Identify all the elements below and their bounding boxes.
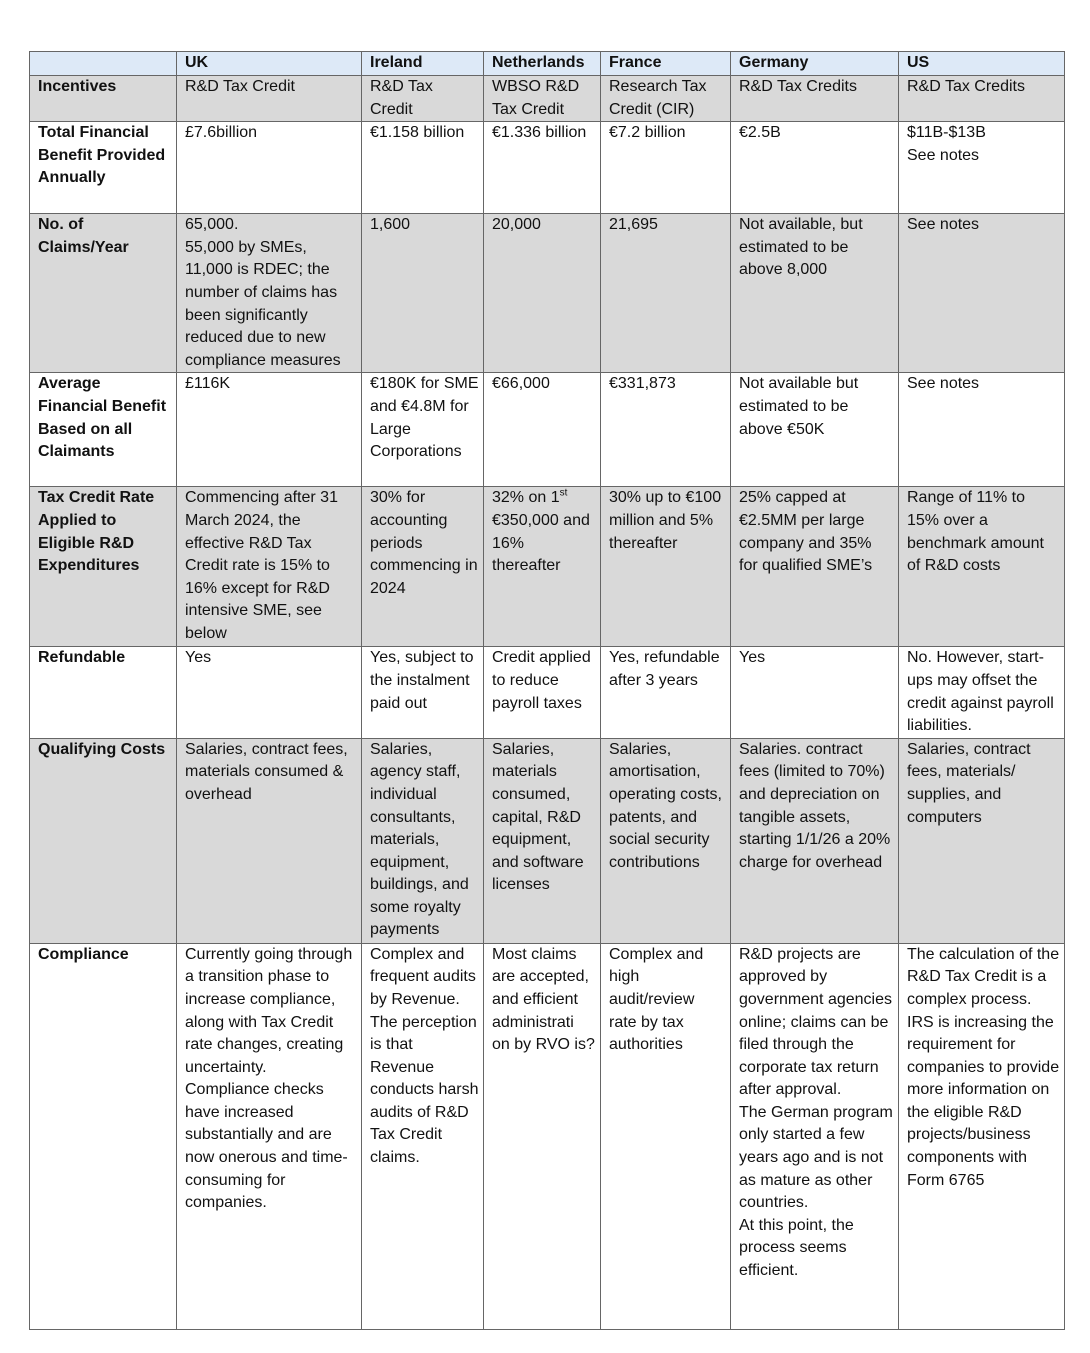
cell-text-rest: €350,000 and 16% thereafter: [492, 511, 590, 575]
cell-france: Complex and high audit/review rate by tax authorities: [601, 943, 731, 1329]
row-label: Tax Credit Rate Applied to Eligible R&D Expenditures: [30, 487, 177, 647]
cell-germany: Not available but estimated to be above €50K: [731, 373, 899, 487]
row-qualifying-costs: [30, 738, 1065, 943]
cell-uk: Commencing after 31 March 2024, the effective R&D Tax Credit rate is 15% to 16% except for R&D intensive SME, see below: [177, 487, 362, 647]
cell-uk: Currently going through a transition phase to increase compliance, along with Tax Credit rate changes, creating uncertainty. Compliance checks have increased substantially and are now onerous and time-consuming for companies.: [177, 943, 362, 1329]
cell-france: €331,873: [601, 373, 731, 487]
cell-france: Yes, refundable after 3 years: [601, 647, 731, 738]
cell-ireland: €180K for SME and €4.8M for Large Corporations: [362, 373, 484, 487]
cell-netherlands: €1.336 billion: [484, 122, 601, 214]
cell-netherlands: WBSO R&D Tax Credit: [484, 76, 601, 122]
ordinal-suffix: st: [559, 488, 568, 500]
header-cell-blank: [30, 52, 177, 76]
row-label: No. of Claims/Year: [30, 214, 177, 373]
header-cell-uk: UK: [177, 52, 362, 76]
cell-france: Research Tax Credit (CIR): [601, 76, 731, 122]
cell-netherlands: €66,000: [484, 373, 601, 487]
header-cell-netherlands: Netherlands: [484, 52, 601, 76]
cell-text: 32% on 1: [492, 489, 560, 507]
cell-ireland: €1.158 billion: [362, 122, 484, 214]
cell-ireland: 1,600: [362, 214, 484, 373]
header-cell-france: France: [601, 52, 731, 76]
cell-ireland: Yes, subject to the instalment paid out: [362, 647, 484, 738]
cell-uk: £116K: [177, 373, 362, 487]
header-cell-us: US: [899, 52, 1065, 76]
cell-netherlands: Credit applied to reduce payroll taxes: [484, 647, 601, 738]
cell-germany: Not available, but estimated to be above 8,000: [731, 214, 899, 373]
cell-netherlands: [484, 487, 601, 647]
row-claims-per-year: [30, 214, 1065, 373]
cell-us: Salaries, contract fees, materials/ supplies, and computers: [899, 738, 1065, 943]
row-refundable: [30, 647, 1065, 738]
header-cell-germany: Germany: [731, 52, 899, 76]
row-tax-credit-rate: [30, 487, 1065, 647]
cell-us: $11B-$13B See notes: [899, 122, 1065, 214]
row-compliance: [30, 943, 1065, 1329]
cell-uk: Salaries, contract fees, materials consumed & overhead: [177, 738, 362, 943]
cell-germany: R&D projects are approved by government agencies online; claims can be filed through the corporate tax return after approval. The German program only started a few years ago and is not as mature as other countries. At this point, the process seems efficient.: [731, 943, 899, 1329]
header-row: [30, 52, 1065, 76]
row-average-financial-benefit: [30, 373, 1065, 487]
cell-france: 30% up to €100 million and 5% thereafter: [601, 487, 731, 647]
cell-germany: 25% capped at €2.5MM per large company and 35% for qualified SME’s: [731, 487, 899, 647]
cell-ireland: R&D Tax Credit: [362, 76, 484, 122]
cell-uk: £7.6billion: [177, 122, 362, 214]
cell-germany: Salaries. contract fees (limited to 70%) and depreciation on tangible assets, starting 1/1/26 a 20% charge for overhead: [731, 738, 899, 943]
cell-ireland: Complex and frequent audits by Revenue. The perception is that Revenue conducts harsh audits of R&D Tax Credit claims.: [362, 943, 484, 1329]
row-label: Refundable: [30, 647, 177, 738]
row-total-financial-benefit: [30, 122, 1065, 214]
cell-uk: Yes: [177, 647, 362, 738]
cell-netherlands: 20,000: [484, 214, 601, 373]
row-label: Total Financial Benefit Provided Annually: [30, 122, 177, 214]
header-cell-ireland: Ireland: [362, 52, 484, 76]
comparison-table: [29, 51, 1065, 1330]
cell-netherlands: Salaries, materials consumed, capital, R&D equipment, and software licenses: [484, 738, 601, 943]
cell-france: €7.2 billion: [601, 122, 731, 214]
row-incentives: [30, 76, 1065, 122]
row-label: Incentives: [30, 76, 177, 122]
cell-ireland: Salaries, agency staff, individual consultants, materials, equipment, buildings, and some royalty payments: [362, 738, 484, 943]
cell-us: Range of 11% to 15% over a benchmark amount of R&D costs: [899, 487, 1065, 647]
row-label: Compliance: [30, 943, 177, 1329]
cell-france: Salaries, amortisation, operating costs, patents, and social security contributions: [601, 738, 731, 943]
cell-germany: R&D Tax Credits: [731, 76, 899, 122]
cell-ireland: 30% for accounting periods commencing in 2024: [362, 487, 484, 647]
cell-netherlands: Most claims are accepted, and efficient administrati on by RVO is?: [484, 943, 601, 1329]
cell-us: R&D Tax Credits: [899, 76, 1065, 122]
row-label: Qualifying Costs: [30, 738, 177, 943]
cell-us: The calculation of the R&D Tax Credit is a complex process. IRS is increasing the requirement for companies to provide more information on the eligible R&D projects/business components with Form 6765: [899, 943, 1065, 1329]
cell-us: See notes: [899, 373, 1065, 487]
cell-uk: R&D Tax Credit: [177, 76, 362, 122]
cell-france: 21,695: [601, 214, 731, 373]
cell-germany: Yes: [731, 647, 899, 738]
cell-uk: 65,000. 55,000 by SMEs, 11,000 is RDEC; the number of claims has been significantly reduced due to new compliance measures: [177, 214, 362, 373]
cell-us: No. However, start-ups may offset the credit against payroll liabilities.: [899, 647, 1065, 738]
row-label: Average Financial Benefit Based on all Claimants: [30, 373, 177, 487]
cell-us: See notes: [899, 214, 1065, 373]
cell-germany: €2.5B: [731, 122, 899, 214]
